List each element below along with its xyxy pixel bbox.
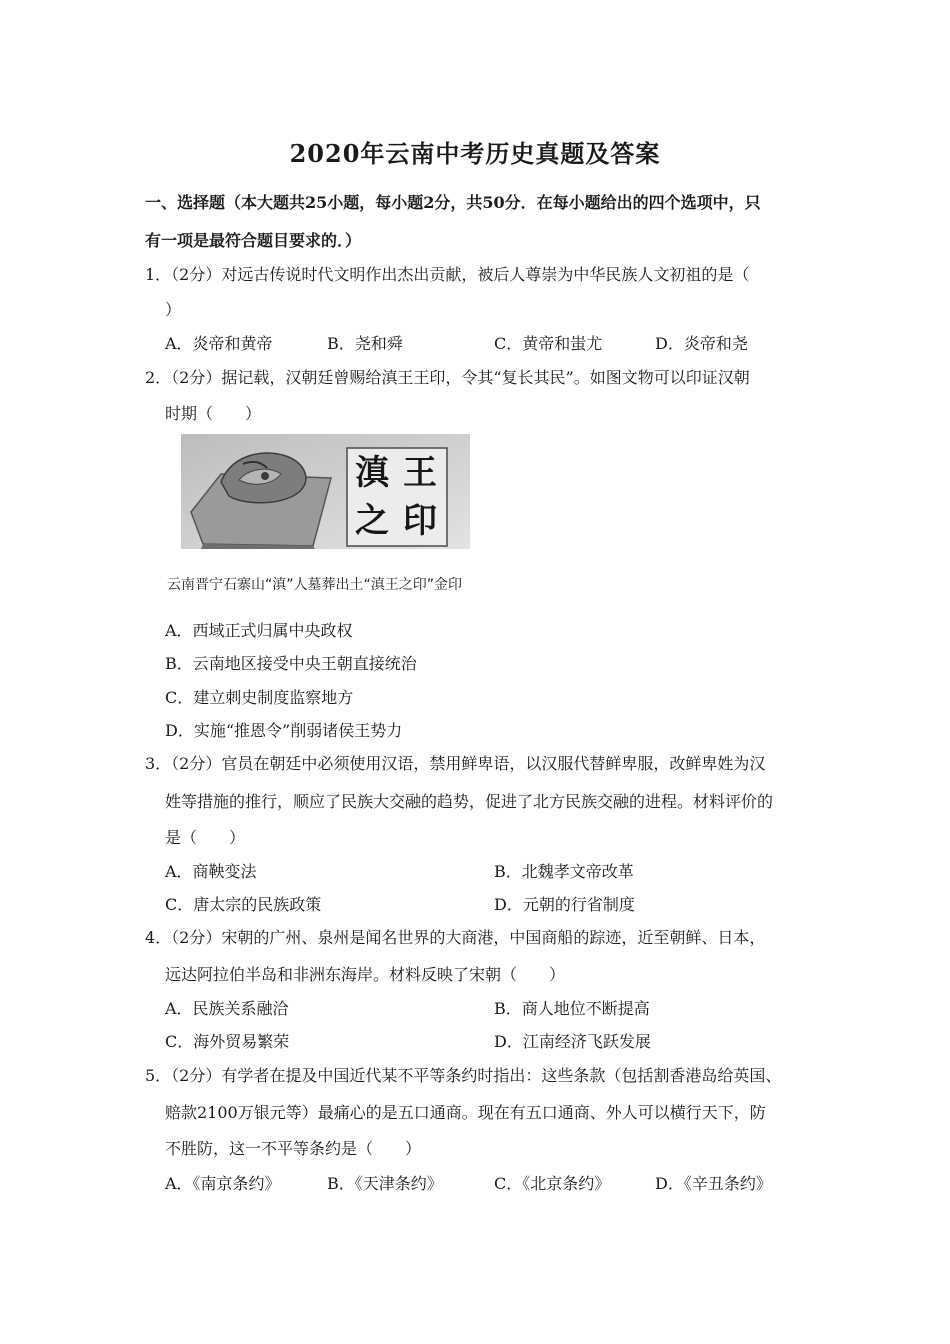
question-2-stem: 2．（2分）据记载，汉朝廷曾赐给滇王王印，令其“复长其民”。如图文物可以印证汉朝 <box>145 368 750 387</box>
question-5-option-a: A．《南京条约》 <box>165 1174 281 1193</box>
question-2-option-d: D．实施“推恩令”削弱诸侯王势力 <box>165 721 403 740</box>
seal-char-dian: 滇 <box>355 453 389 493</box>
seal-char-yin: 印 <box>403 501 437 541</box>
question-2-option-a: A．西域正式归属中央政权 <box>165 621 353 640</box>
question-4-option-c: C．海外贸易繁荣 <box>165 1032 290 1051</box>
question-1-option-c: C．黄帝和蚩尤 <box>494 334 603 353</box>
question-5-stem: 5．（2分）有学者在提及中国近代某不平等条约时指出：这些条款（包括割香港岛给英国、 <box>145 1066 782 1085</box>
question-1-stem: 1．（2分）对远古传说时代文明作出杰出贡献，被后人尊崇为中华民族人文初祖的是（ <box>145 265 750 284</box>
question-2-option-b: B．云南地区接受中央王朝直接统治 <box>165 654 417 673</box>
seal-char-wang-top: 王 <box>403 453 437 493</box>
question-4-stem: 4．（2分）宋朝的广州、泉州是闻名世界的大商港，中国商船的踪迹，近至朝鲜、日本， <box>145 928 766 947</box>
question-1-stem-cont: ） <box>165 300 182 319</box>
question-4-stem-cont: 远达阿拉伯半岛和非洲东海岸。材料反映了宋朝（ ） <box>165 965 566 984</box>
question-5-option-c: C．《北京条约》 <box>494 1174 611 1193</box>
question-3-stem-cont-1: 姓等措施的推行，顺应了民族大交融的趋势，促进了北方民族交融的进程。材料评价的 <box>165 792 774 811</box>
question-3-stem-cont-2: 是（ ） <box>165 828 246 847</box>
question-5-option-b: B．《天津条约》 <box>327 1174 443 1193</box>
question-3-option-a: A．商鞅变法 <box>165 862 257 881</box>
question-1-option-d: D．炎帝和尧 <box>655 334 748 353</box>
page-title: 2020年云南中考历史真题及答案 <box>289 139 661 168</box>
question-5-stem-cont-2: 不胜防，这一不平等条约是（ ） <box>165 1139 422 1158</box>
question-3-option-c: C．唐太宗的民族政策 <box>165 895 322 914</box>
question-5-stem-cont-1: 赔款2100万银元等）最痛心的是五口通商。现在有五口通商、外人可以横行天下，防 <box>165 1103 766 1122</box>
seal-char-zhi: 之 <box>355 501 389 541</box>
question-1-option-b: B．尧和舜 <box>327 334 403 353</box>
gold-seal-illustration <box>181 434 470 549</box>
question-4-option-a: A．民族关系融洽 <box>165 999 289 1018</box>
question-4-option-d: D．江南经济飞跃发展 <box>494 1032 651 1051</box>
image-caption: 云南晋宁石寨山“滇”人墓葬出土“滇王之印”金印 <box>167 577 463 593</box>
question-5-option-d: D．《辛丑条约》 <box>655 1174 772 1193</box>
section-heading-cont: 有一项是最符合题目要求的．） <box>145 231 362 250</box>
section-heading: 一、选择题（本大题共25小题，每小题2分，共50分．在每小题给出的四个选项中，只 <box>145 193 761 212</box>
gold-seal-image <box>181 434 470 549</box>
question-3-option-d: D．元朝的行省制度 <box>494 895 635 914</box>
question-1-option-a: A．炎帝和黄帝 <box>165 334 273 353</box>
question-2-option-c: C．建立刺史制度监察地方 <box>165 688 354 707</box>
question-3-stem: 3．（2分）官员在朝廷中必须使用汉语，禁用鲜卑语，以汉服代替鲜卑服，改鲜卑姓为汉 <box>145 754 766 773</box>
question-2-stem-cont: 时期（ ） <box>165 404 262 423</box>
question-3-option-b: B．北魏孝文帝改革 <box>494 862 634 881</box>
question-4-option-b: B．商人地位不断提高 <box>494 999 650 1018</box>
